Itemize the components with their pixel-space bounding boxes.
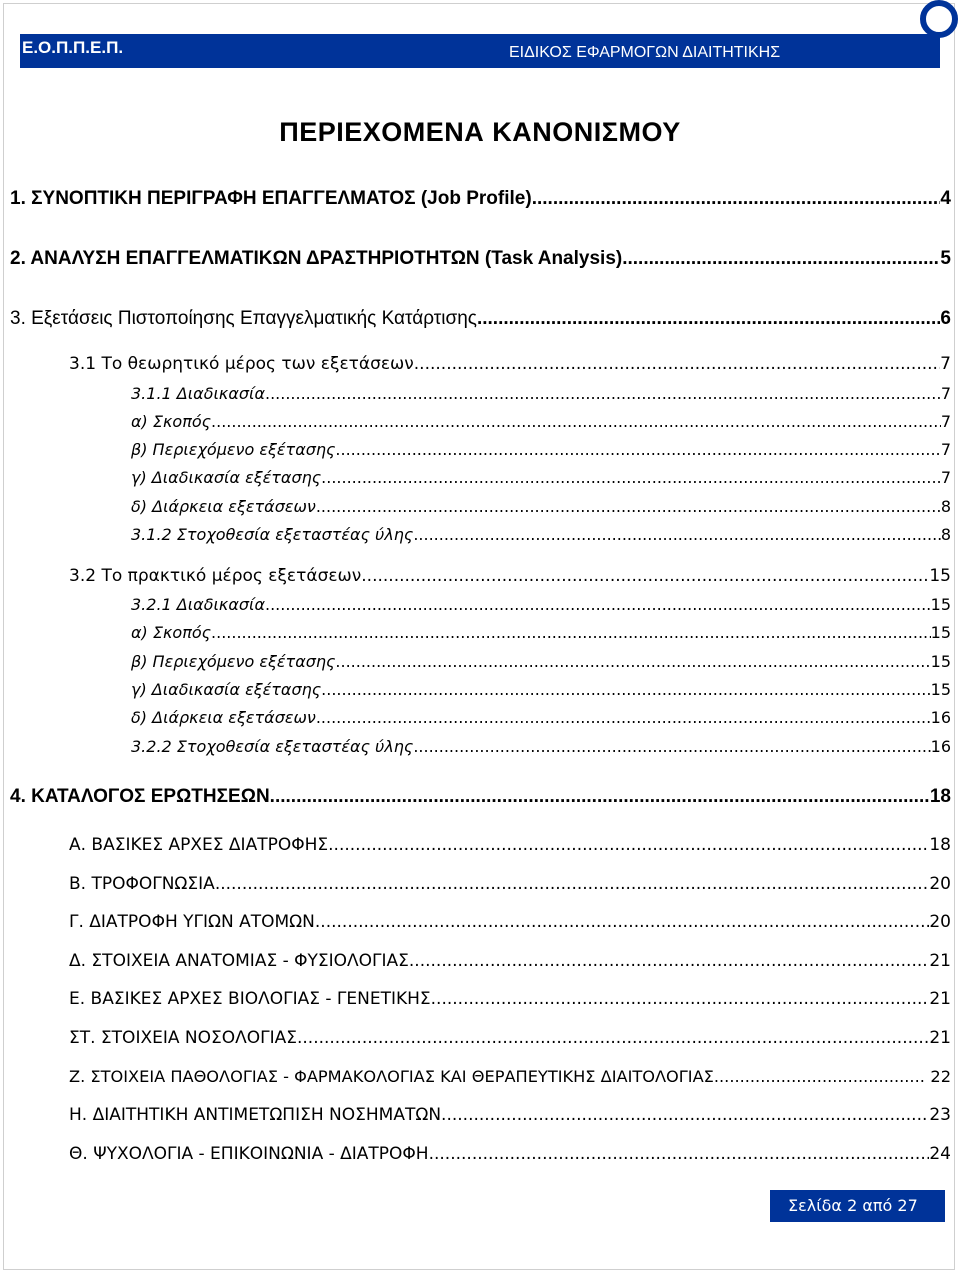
toc-entry-page: 23 [929,1105,951,1125]
toc-entry-text: 4. ΚΑΤΑΛΟΓΟΣ ΕΡΩΤΗΣΕΩΝ [10,786,270,807]
toc-entry-page: 24 [929,1144,951,1164]
toc-entry-page: 18 [929,835,951,855]
toc-entry[interactable] [10,248,951,270]
header-title: ΕΙΔΙΚΟΣ ΕΦΑΡΜΟΓΩΝ ΔΙΑΙΤΗΤΙΚΗΣ [509,44,781,61]
toc-entry-page: 22 [930,1067,951,1086]
toc-entry-text: 2. ΑΝΑΛΥΣΗ ΕΠΑΓΓΕΛΜΑΤΙΚΩΝ ΔΡΑΣΤΗΡΙΟΤΗΤΩΝ (Task Analysis) [10,248,623,269]
toc-entry-page: 8 [940,497,951,516]
toc-entry-page: 21 [929,951,951,971]
toc-entry[interactable] [69,1067,951,1086]
toc-entry-page: 8 [940,525,951,544]
toc-entry-page: 7 [940,354,951,374]
toc-entry-text: Δ. ΣΤΟΙΧΕΙΑ ΑΝΑΤΟΜΙΑΣ - ΦΥΣΙΟΛΟΓΙΑΣ [69,951,409,971]
toc-entry-text: δ) Διάρκεια εξετάσεων [131,497,316,516]
toc-entry[interactable] [69,835,951,855]
toc-entry[interactable] [69,354,951,374]
toc-entry[interactable] [131,440,951,459]
toc-entry[interactable] [131,708,951,727]
toc-entry-text: Γ. ΔΙΑΤΡΟΦΗ ΥΓΙΩΝ ΑΤΟΜΩΝ [69,912,315,932]
toc-entry-page: 6 [940,308,951,329]
toc-entry-page: 21 [929,1028,951,1048]
toc-entry-text: 3.2.1 Διαδικασία [131,595,265,614]
toc-entry[interactable] [131,680,951,699]
toc-entry[interactable] [131,595,951,614]
toc-entry-text: 1. ΣΥΝΟΠΤΙΚΗ ΠΕΡΙΓΡΑΦΗ ΕΠΑΓΓΕΛΜΑΤΟΣ (Job Profile) [10,188,532,209]
toc-entry[interactable] [10,786,951,808]
toc-entry-text: γ) Διαδικασία εξέτασης [131,468,322,487]
toc-entry-text: β) Περιεχόμενο εξέτασης [131,440,336,459]
toc-entry[interactable] [69,912,951,932]
organization-name: Ε.Ο.Π.Π.Ε.Π. [22,38,124,57]
toc-entry-page: 7 [940,412,951,431]
toc-entry-text: Η. ΔΙΑΙΤΗΤΙΚΗ ΑΝΤΙΜΕΤΩΠΙΣΗ ΝΟΣΗΜΑΤΩΝ [69,1105,442,1125]
toc-entry[interactable] [69,1144,951,1164]
toc-entry-text: δ) Διάρκεια εξετάσεων [131,708,316,727]
toc-entry[interactable] [131,412,951,431]
toc-entry[interactable] [69,874,951,894]
toc-entry-text: α) Σκοπός [131,412,212,431]
toc-entry[interactable] [131,737,951,756]
toc-entry-page: 20 [929,874,951,894]
toc-entry-page: 20 [929,912,951,932]
toc-entry-text: Β. ΤΡΟΦΟΓΝΩΣΙΑ [69,874,215,894]
toc-entry-page: 15 [930,595,951,614]
toc-entry-text: ΣΤ. ΣΤΟΙΧΕΙΑ ΝΟΣΟΛΟΓΙΑΣ [69,1028,297,1048]
toc-entry-text: 3.1 Το θεωρητικό μέρος των εξετάσεων [69,354,414,374]
toc-entry-text: 3. Εξετάσεις Πιστοποίησης Επαγγελματικής Κατάρτισης [10,308,477,329]
toc-entry-text: α) Σκοπός [131,623,212,642]
toc-entry-page: 15 [930,623,951,642]
toc-entry-page: 18 [929,786,951,807]
toc-entry[interactable] [69,566,951,586]
toc-entry[interactable] [69,1028,951,1048]
toc-entry-text: 3.2.2 Στοχοθεσία εξεταστέας ύλης [131,737,414,756]
toc-entry[interactable] [131,468,951,487]
toc-entry-page: 16 [930,737,951,756]
toc-entry-page: 5 [940,248,951,269]
toc-entry[interactable] [69,989,951,1009]
toc-entry-text: Α. ΒΑΣΙΚΕΣ ΑΡΧΕΣ ΔΙΑΤΡΟΦΗΣ [69,835,329,855]
page-title: ΠΕΡΙΕΧΟΜΕΝΑ ΚΑΝΟΝΙΣΜΟΥ [279,117,681,147]
toc-entry[interactable] [131,497,951,516]
toc-entry-page: 15 [930,680,951,699]
page-header [0,0,960,68]
toc-entry-text: Ζ. ΣΤΟΙΧΕΙΑ ΠΑΘΟΛΟΓΙΑΣ - ΦΑΡΜΑΚΟΛΟΓΙΑΣ ΚΑΙ ΘΕΡΑΠΕΥΤΙΚΗΣ ΔΙΑΙΤΟΛΟΓΙΑΣ [69,1067,714,1086]
toc-entry-page: 7 [940,468,951,487]
header-circle-decoration [920,0,958,38]
toc-entry-text: 3.1.2 Στοχοθεσία εξεταστέας ύλης [131,525,414,544]
toc-entry-page: 4 [940,188,951,209]
toc-entry-page: 7 [940,384,951,403]
toc-entry[interactable] [131,525,951,544]
toc-entry-page: 7 [940,440,951,459]
toc-entry[interactable] [131,623,951,642]
toc-entry[interactable] [69,1105,951,1125]
toc-entry[interactable] [69,951,951,971]
header-bar [20,34,940,68]
page-number-label: Σελίδα 2 από 27 [788,1196,918,1215]
toc-entry-text: 3.2 Το πρακτικό μέρος εξετάσεων [69,566,362,586]
toc-entry[interactable] [131,652,951,671]
toc-entry-page: 15 [930,652,951,671]
toc-entry[interactable] [10,188,951,210]
toc-entry-text: β) Περιεχόμενο εξέτασης [131,652,336,671]
toc-entry-text: Ε. ΒΑΣΙΚΕΣ ΑΡΧΕΣ ΒΙΟΛΟΓΙΑΣ - ΓΕΝΕΤΙΚΗΣ [69,989,431,1009]
toc-entry-page: 16 [930,708,951,727]
toc-entry[interactable] [131,384,951,403]
toc-entry[interactable] [10,308,951,330]
toc-entry-text: 3.1.1 Διαδικασία [131,384,265,403]
toc-entry-page: 15 [929,566,951,586]
toc-entry-text: Θ. ΨΥΧΟΛΟΓΙΑ - ΕΠΙΚΟΙΝΩΝΙΑ - ΔΙΑΤΡΟΦΗ [69,1144,429,1164]
toc-entry-page: 21 [929,989,951,1009]
toc-entry-text: γ) Διαδικασία εξέτασης [131,680,322,699]
